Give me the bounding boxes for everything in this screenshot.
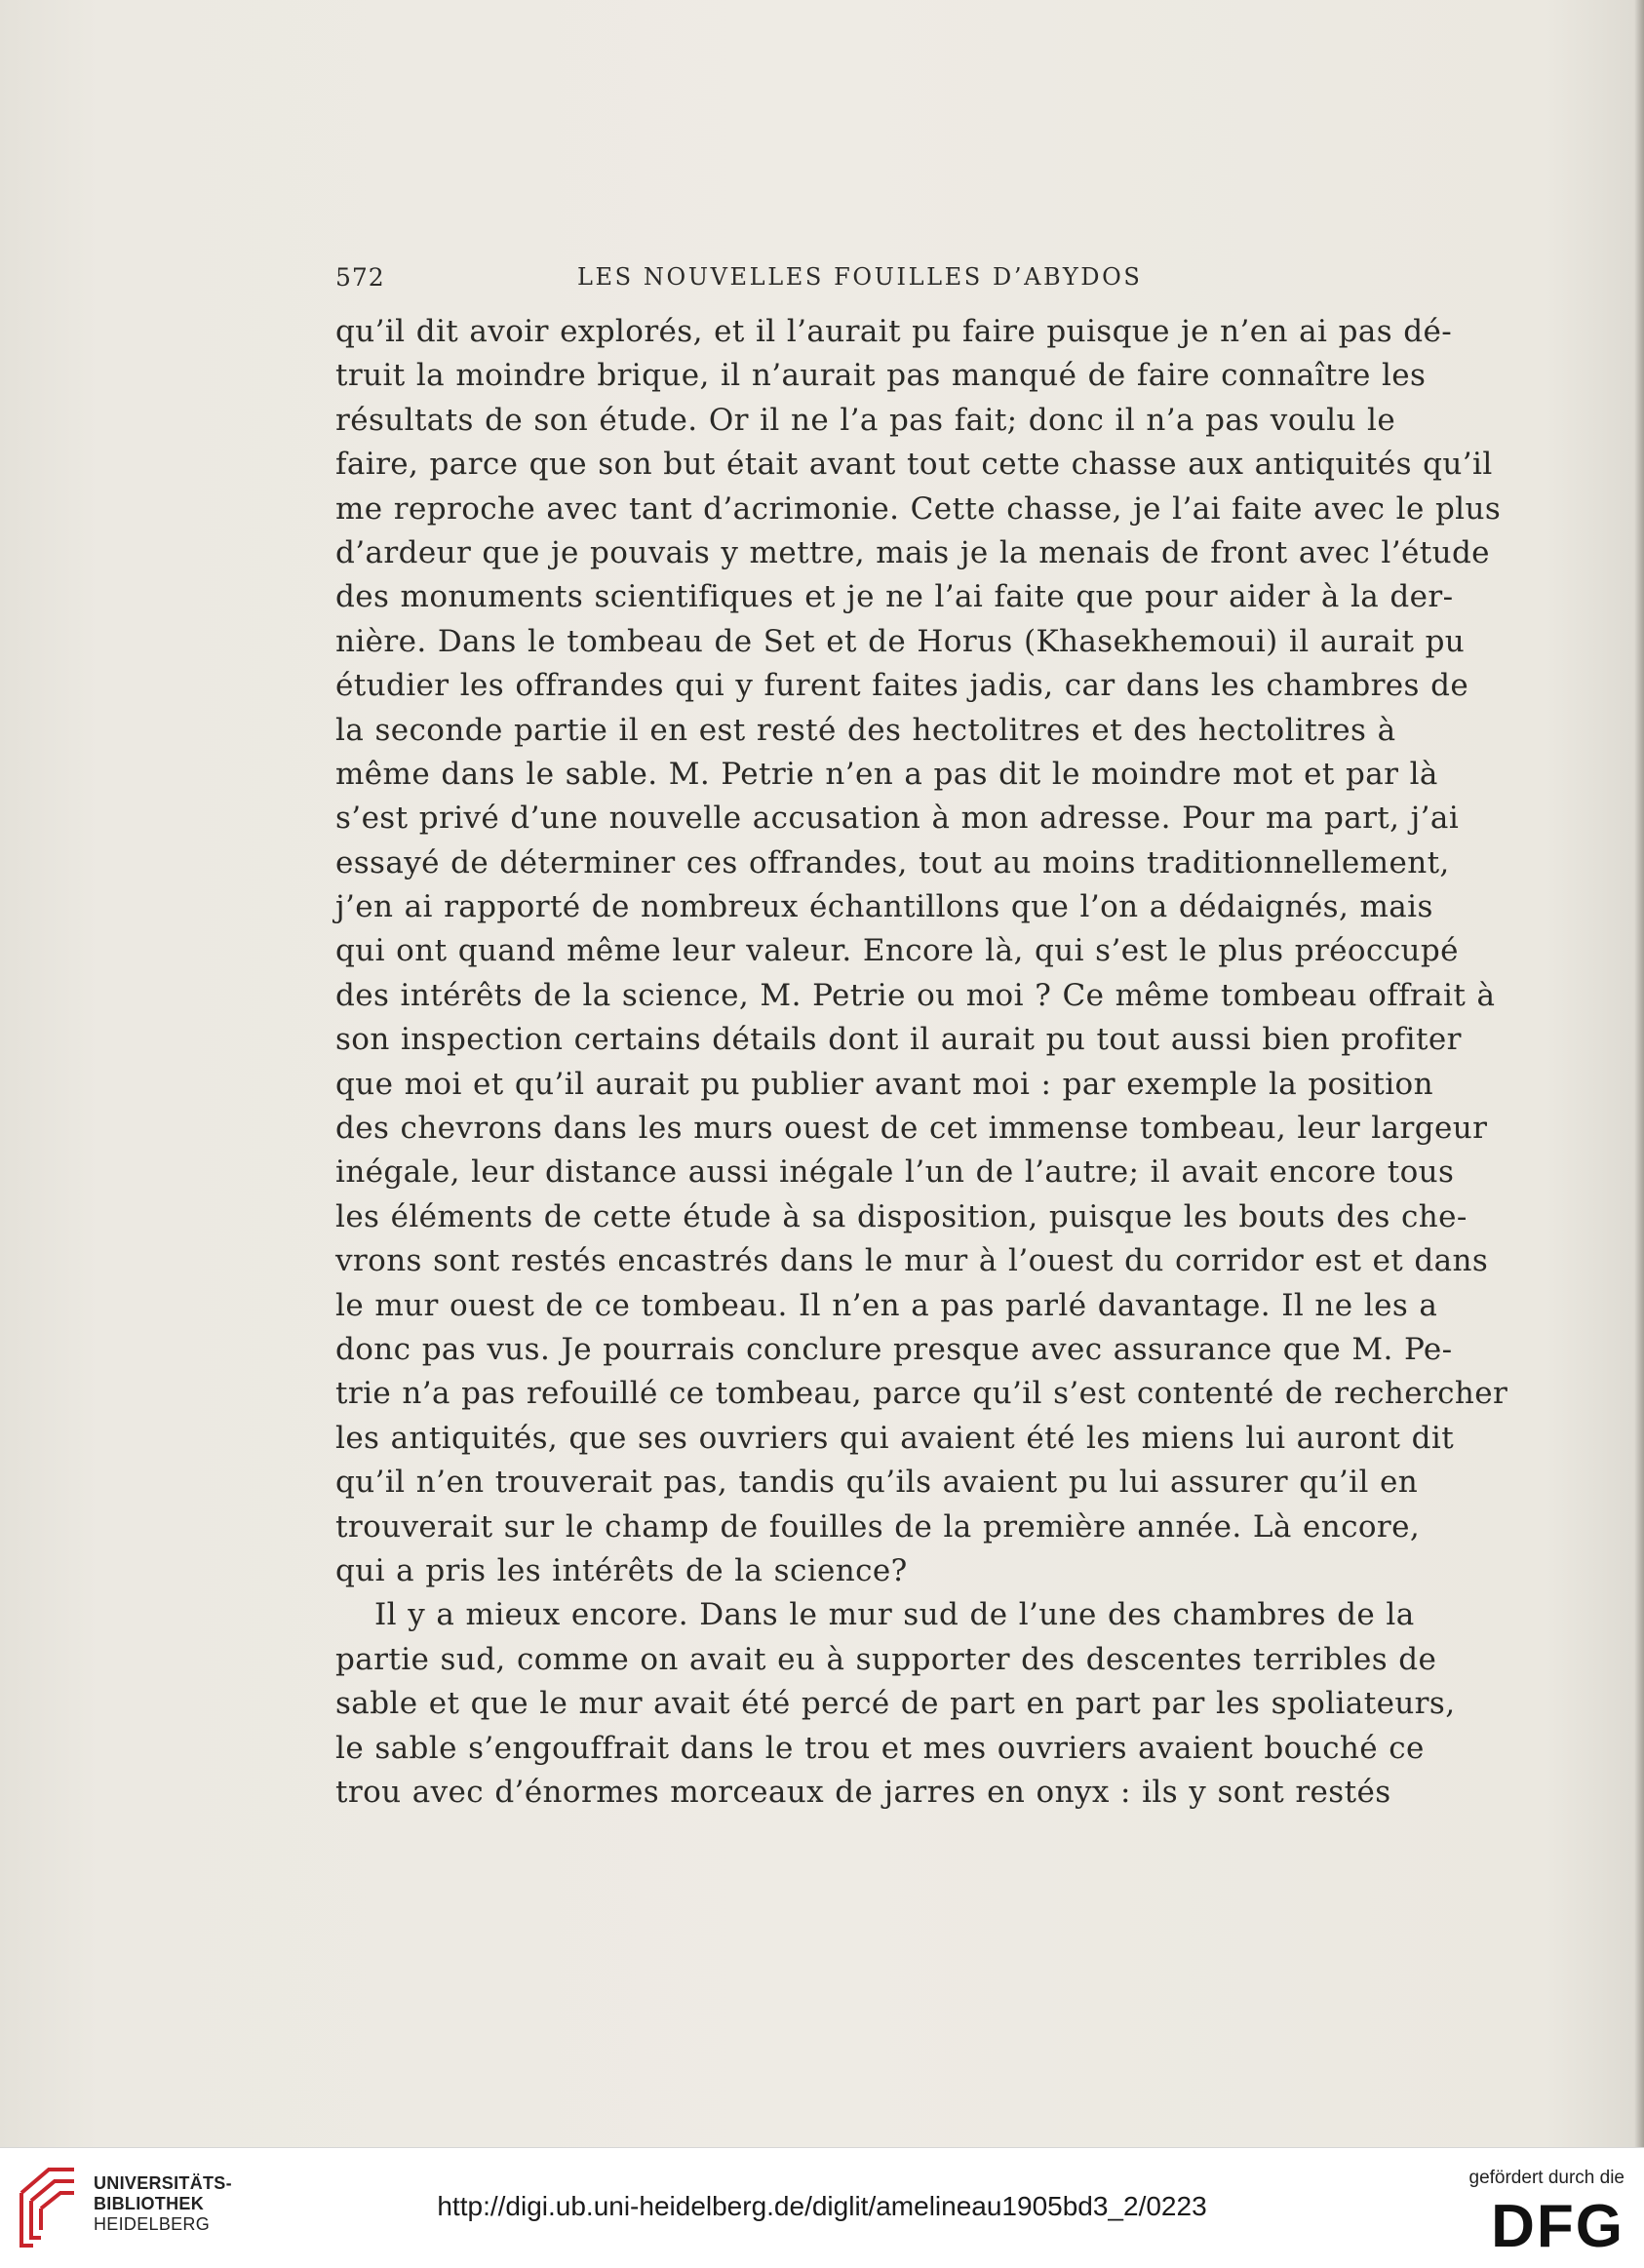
text-line: me reproche avec tant d’acrimonie. Cette chasse, je l’ai faite avec le plus [335, 490, 1502, 527]
sponsor-caption: gefördert durch die [1468, 2168, 1624, 2188]
running-title: LES NOUVELLES FOUILLES D’ABYDOS [577, 263, 1143, 291]
page-number: 572 [335, 263, 385, 292]
text-line: donc pas vus. Je pourrais conclure presque avec assurance que M. Pe- [335, 1331, 1453, 1367]
sponsor-block [1459, 2168, 1624, 2260]
text-line: trie n’a pas refouillé ce tombeau, parce qu’il s’est contenté de rechercher [335, 1376, 1508, 1412]
text-line: les éléments de cette étude à sa disposition, puisque les bouts des che- [335, 1198, 1468, 1234]
text-line: trou avec d’énormes morceaux de jarres en onyx : ils y sont restés [335, 1774, 1391, 1810]
text-line: le mur ouest de ce tombeau. Il n’en a pas parlé davantage. Il ne les a [335, 1287, 1438, 1323]
text-line: inégale, leur distance aussi inégale l’un de l’autre; il avait encore tous [335, 1154, 1455, 1191]
library-name-line: HEIDELBERG [94, 2214, 211, 2234]
dfg-logo[interactable]: DFG [1491, 2193, 1624, 2260]
text-line: trouverait sur le champ de fouilles de la première année. Là encore, [335, 1508, 1421, 1545]
page-edge-shadow [1634, 0, 1644, 2147]
text-line: même dans le sable. M. Petrie n’en a pas dit le moindre mot et par là [335, 756, 1438, 792]
text-line: les antiquités, que ses ouvriers qui avaient été les miens lui auront dit [335, 1420, 1455, 1456]
text-line: son inspection certains détails dont il aurait pu tout aussi bien profiter [335, 1022, 1462, 1058]
text-line: qu’il dit avoir explorés, et il l’aurait pu faire puisque je n’en ai pas dé- [335, 314, 1453, 349]
text-line: d’ardeur que je pouvais y mettre, mais je la menais de front avec l’étude [335, 534, 1490, 570]
text-line: essayé de déterminer ces offrandes, tout au moins traditionnellement, [335, 844, 1450, 880]
text-line: étudier les offrandes qui y furent faites jadis, car dans les chambres de [335, 668, 1469, 704]
text-line: sable et que le mur avait été percé de part en part par les spoliateurs, [335, 1686, 1456, 1722]
text-line: qu’il n’en trouverait pas, tandis qu’ils avaient pu lui assurer qu’il en [335, 1465, 1419, 1501]
text-line: faire, parce que son but était avant tout cette chasse aux antiquités qu’il [335, 447, 1493, 483]
text-line-paragraph-end: qui a pris les intérêts de la science? [335, 1552, 908, 1588]
text-line: résultats de son étude. Or il ne l’a pas fait; donc il n’a pas voulu le [335, 402, 1396, 438]
text-line: des monuments scientifiques et je ne l’ai faite que pour aider à la der- [335, 579, 1454, 615]
permalink-url[interactable]: http://digi.ub.uni-heidelberg.de/diglit/amelineau1905bd3_2/0223 [437, 2191, 1207, 2221]
running-head [335, 261, 1369, 300]
library-name-line: BIBLIOTHEK [94, 2194, 204, 2213]
text-line: la seconde partie il en est resté des hectolitres et des hectolitres à [335, 712, 1396, 748]
text-line: truit la moindre brique, il n’aurait pas manqué de faire connaître les [335, 358, 1427, 394]
text-line: des chevrons dans les murs ouest de cet immense tombeau, leur largeur [335, 1111, 1488, 1147]
text-line: des intérêts de la science, M. Petrie ou moi ? Ce même tombeau offrait à [335, 977, 1496, 1013]
digitization-footer [0, 2147, 1644, 2268]
text-line: s’est privé d’une nouvelle accusation à mon adresse. Pour ma part, j’ai [335, 801, 1460, 837]
text-line: nière. Dans le tombeau de Set et de Horus (Khasekhemoui) il aurait pu [335, 623, 1466, 659]
body-text [335, 310, 1508, 1815]
text-line: que moi et qu’il aurait pu publier avant moi : par exemple la position [335, 1066, 1433, 1102]
text-line: qui ont quand même leur valeur. Encore là, qui s’est le plus préoccupé [335, 933, 1459, 969]
library-name-line: UNIVERSITÄTS- [94, 2173, 232, 2193]
text-line: j’en ai rapporté de nombreux échantillons que l’on a dédaignés, mais [335, 889, 1433, 925]
text-line-paragraph-start: Il y a mieux encore. Dans le mur sud de l’une des chambres de la [374, 1597, 1415, 1633]
text-line: le sable s’engouffrait dans le trou et mes ouvriers avaient bouché ce [335, 1730, 1425, 1766]
text-line: partie sud, comme on avait eu à supporter des descentes terribles de [335, 1641, 1437, 1677]
text-line: vrons sont restés encastrés dans le mur à l’ouest du corridor est et dans [335, 1243, 1489, 1279]
